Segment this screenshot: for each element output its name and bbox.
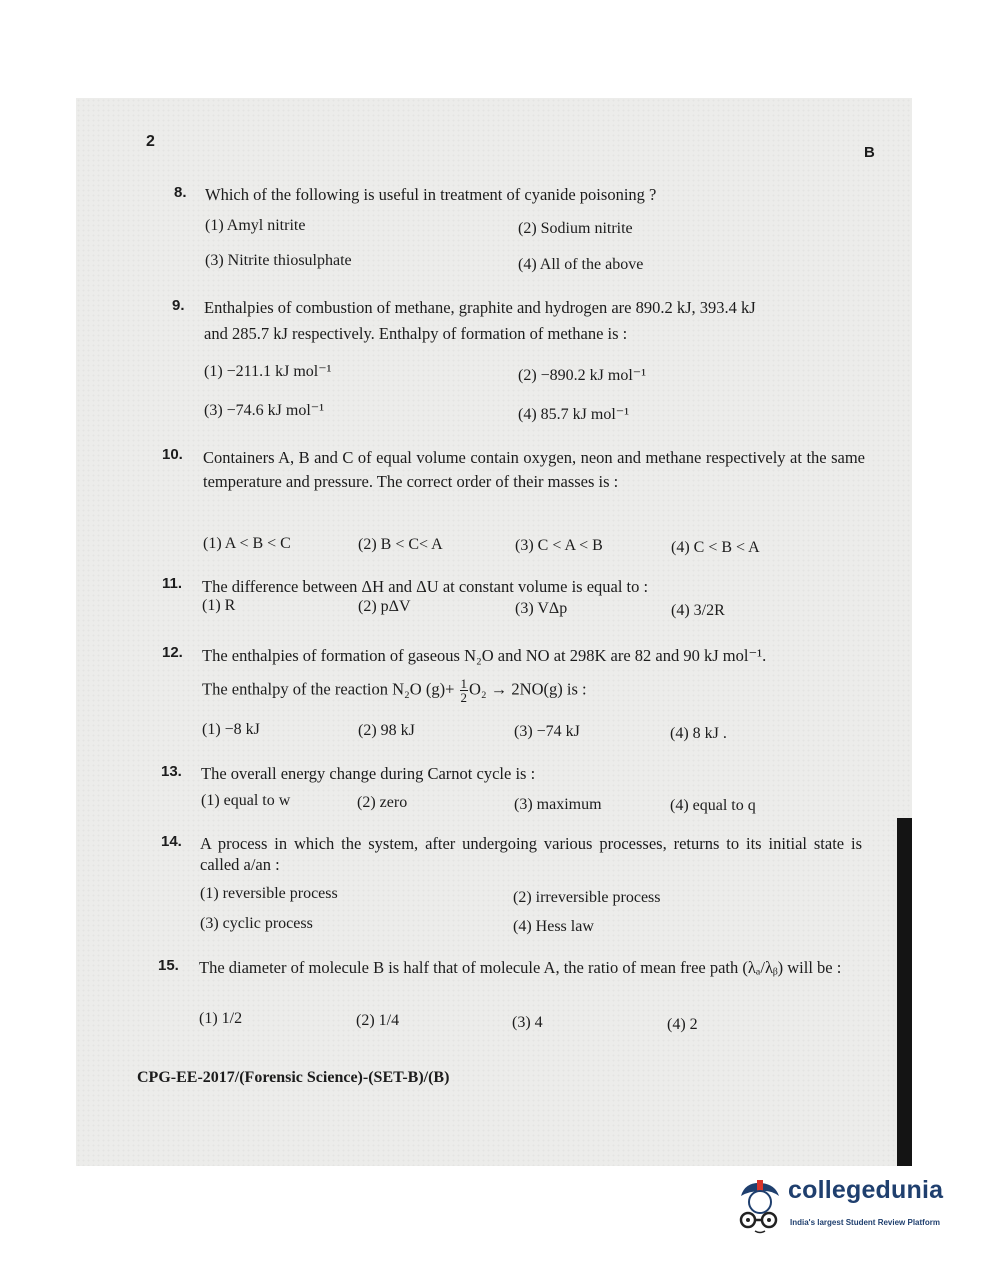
logo-tagline: India's largest Student Review Platform bbox=[790, 1218, 940, 1227]
option-1: (1) R bbox=[202, 597, 236, 614]
option-1: (1) 1/2 bbox=[199, 1010, 243, 1027]
option-1: (1) −8 kJ bbox=[202, 721, 260, 738]
option-4: (4) equal to q bbox=[670, 797, 756, 814]
logo-brand-text: collegedunia bbox=[788, 1176, 944, 1204]
option-1: (1) equal to w bbox=[201, 792, 291, 809]
option-1: (1) Amyl nitrite bbox=[205, 217, 306, 234]
option-3: (3) −74 kJ bbox=[514, 723, 580, 740]
question-text-line-2: and 285.7 kJ respectively. Enthalpy of formation of methane is : bbox=[204, 324, 628, 343]
option-3: (3) maximum bbox=[514, 796, 602, 813]
option-3: (3) Nitrite thiosulphate bbox=[205, 252, 352, 269]
question-number: 9. bbox=[172, 297, 185, 314]
question-text-line-1: Enthalpies of combustion of methane, graphite and hydrogen are 890.2 kJ, 393.4 kJ bbox=[204, 298, 756, 317]
option-3: (3) 4 bbox=[512, 1014, 543, 1031]
option-3: (3) cyclic process bbox=[200, 915, 313, 932]
question-text-line-1: The enthalpies of formation of gaseous N₂O and NO at 298K are 82 and 90 kJ mol⁻¹. bbox=[202, 646, 767, 665]
option-2: (2) pΔV bbox=[358, 598, 411, 615]
option-2: (2) 98 kJ bbox=[358, 722, 415, 739]
question-number: 15. bbox=[158, 957, 179, 974]
option-3: (3) C < A < B bbox=[515, 537, 603, 554]
option-1: (1) −211.1 kJ mol⁻¹ bbox=[204, 363, 332, 380]
paper-code-footer: CPG-EE-2017/(Forensic Science)-(SET-B)/(B) bbox=[137, 1069, 450, 1086]
scan-shadow-edge bbox=[897, 818, 912, 1166]
option-2: (2) −890.2 kJ mol⁻¹ bbox=[518, 367, 647, 384]
option-2: (2) B < C< A bbox=[358, 536, 443, 553]
mascot-icon bbox=[735, 1178, 785, 1234]
option-4: (4) Hess law bbox=[513, 918, 594, 935]
question-number: 14. bbox=[161, 833, 182, 850]
option-2: (2) zero bbox=[357, 794, 408, 811]
page-number: 2 bbox=[146, 133, 155, 150]
set-code: B bbox=[864, 144, 875, 161]
option-2: (2) irreversible process bbox=[513, 889, 661, 906]
collegedunia-watermark bbox=[735, 1176, 955, 1238]
question-text: The diameter of molecule B is half that of molecule A, the ratio of mean free path (λₐ/λᵦ) will be : bbox=[199, 958, 842, 977]
option-2: (2) Sodium nitrite bbox=[518, 220, 633, 237]
option-4: (4) 85.7 kJ mol⁻¹ bbox=[518, 406, 630, 423]
option-1: (1) reversible process bbox=[200, 885, 338, 902]
option-4: (4) C < B < A bbox=[671, 539, 760, 556]
question-text: The difference between ΔH and ΔU at constant volume is equal to : bbox=[202, 577, 649, 596]
question-text: A process in which the system, after undergoing various processes, returns to its initial state is called a/an : bbox=[200, 834, 862, 874]
option-2: (2) 1/4 bbox=[356, 1012, 400, 1029]
option-3: (3) VΔp bbox=[515, 600, 568, 617]
question-number: 8. bbox=[174, 184, 187, 201]
question-number: 12. bbox=[162, 644, 183, 661]
question-text: The overall energy change during Carnot cycle is : bbox=[201, 764, 536, 783]
reaction-text-post: O₂ → 2NO(g) is : bbox=[469, 679, 587, 699]
reaction-text-pre: The enthalpy of the reaction N₂O (g)+ bbox=[202, 679, 459, 699]
option-3: (3) −74.6 kJ mol⁻¹ bbox=[204, 402, 325, 419]
fraction-half bbox=[460, 677, 469, 704]
question-number: 13. bbox=[161, 763, 182, 780]
question-number: 11. bbox=[162, 575, 183, 592]
question-number: 10. bbox=[162, 446, 183, 463]
option-4: (4) 8 kJ . bbox=[670, 725, 727, 742]
option-4: (4) 2 bbox=[667, 1016, 698, 1033]
reaction-line bbox=[202, 677, 587, 704]
option-4: (4) 3/2R bbox=[671, 602, 725, 619]
fraction-numerator: 1 bbox=[460, 676, 468, 691]
fraction-denominator: 2 bbox=[460, 690, 468, 705]
option-4: (4) All of the above bbox=[518, 256, 644, 273]
question-text: Which of the following is useful in treatment of cyanide poisoning ? bbox=[205, 185, 657, 204]
question-text: Containers A, B and C of equal volume contain oxygen, neon and methane respectively at the same temperature and pressure. The correct order of their masses is : bbox=[203, 448, 865, 491]
option-1: (1) A < B < C bbox=[203, 535, 291, 552]
scanned-page bbox=[76, 98, 912, 1166]
